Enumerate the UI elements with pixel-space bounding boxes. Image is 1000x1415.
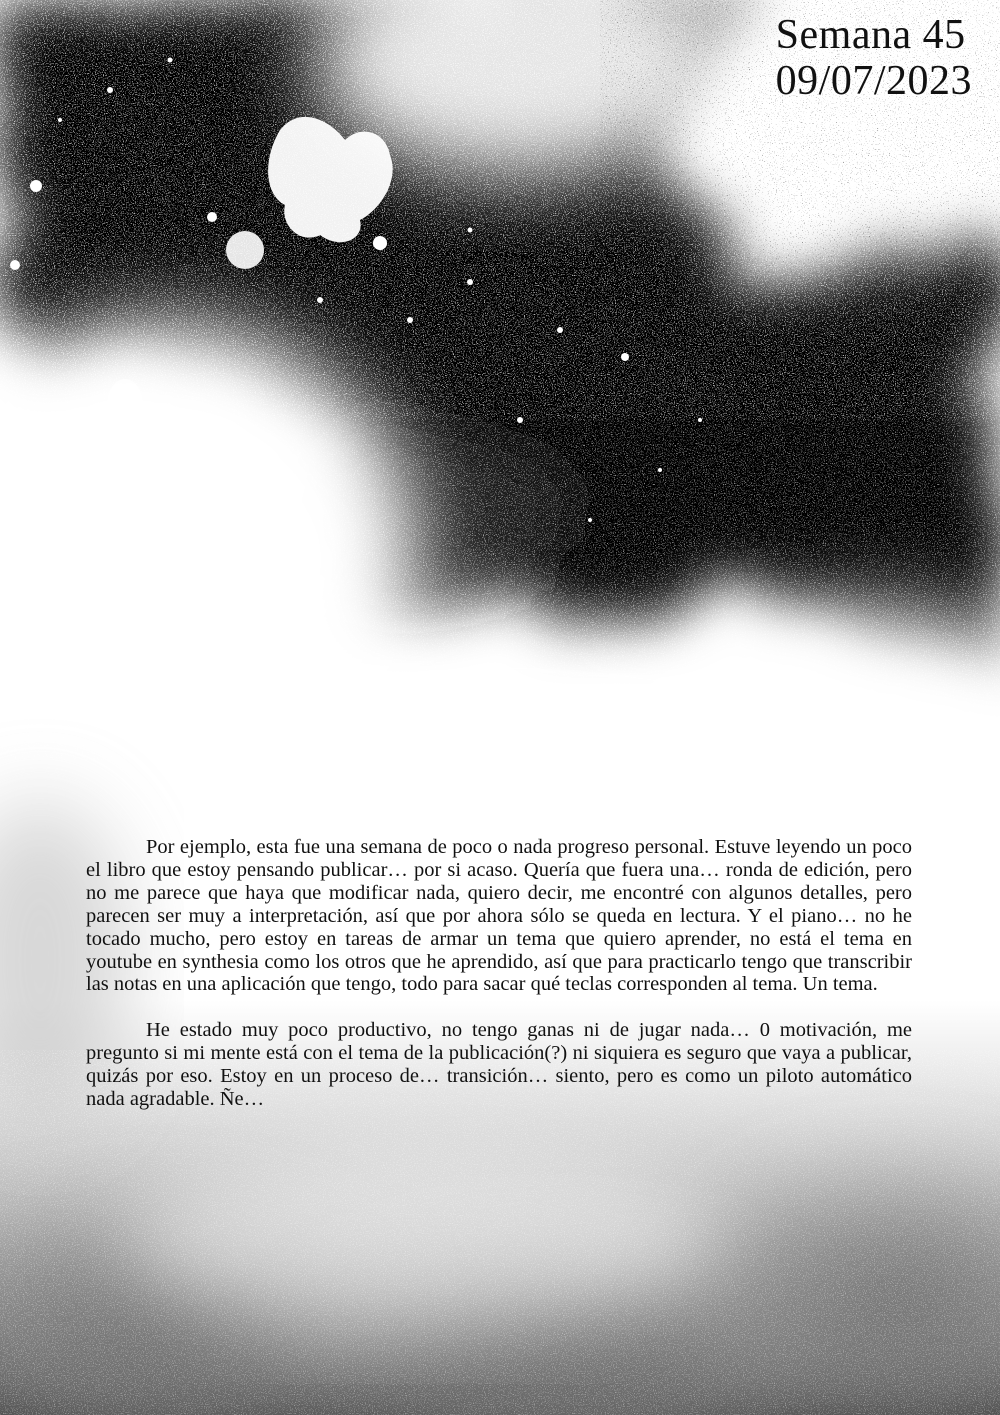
week-label: Semana 45 bbox=[775, 12, 966, 58]
paragraph: Por ejemplo, esta fue una semana de poco o nada progreso personal. Estuve leyendo un poco el libro que estoy pensando publicar… por si acaso. Quería que fuera una… ronda de edición, pero no me parece que haya que modificar nada, quiero decir, me encontré con algunos detalles, pero parecen ser muy a interpretación, así que por ahora sólo se queda en lectura. Y el piano… no he tocado mucho, pero estoy en tareas de armar un tema que quiero aprender, no está el tema en youtube en synthesia como los otros que he aprendido, así que para practicarlo tengo que transcribir las notas en una aplicación que tengo, todo para sacar qué teclas corresponden al tema. Un tema. bbox=[86, 836, 912, 996]
paragraph: He estado muy poco productivo, no tengo ganas ni de jugar nada… 0 motivación, me pregunto si mi mente está con el tema de la publicación(?) ni siquiera es seguro que vaya a publicar, quizás por eso. Estoy en un proceso de… transición… siento, pero es como un piloto automático nada agradable. Ñe… bbox=[86, 1019, 912, 1111]
page-header bbox=[776, 12, 972, 104]
journal-text bbox=[86, 836, 912, 1134]
date-label: 09/07/2023 bbox=[775, 58, 972, 104]
